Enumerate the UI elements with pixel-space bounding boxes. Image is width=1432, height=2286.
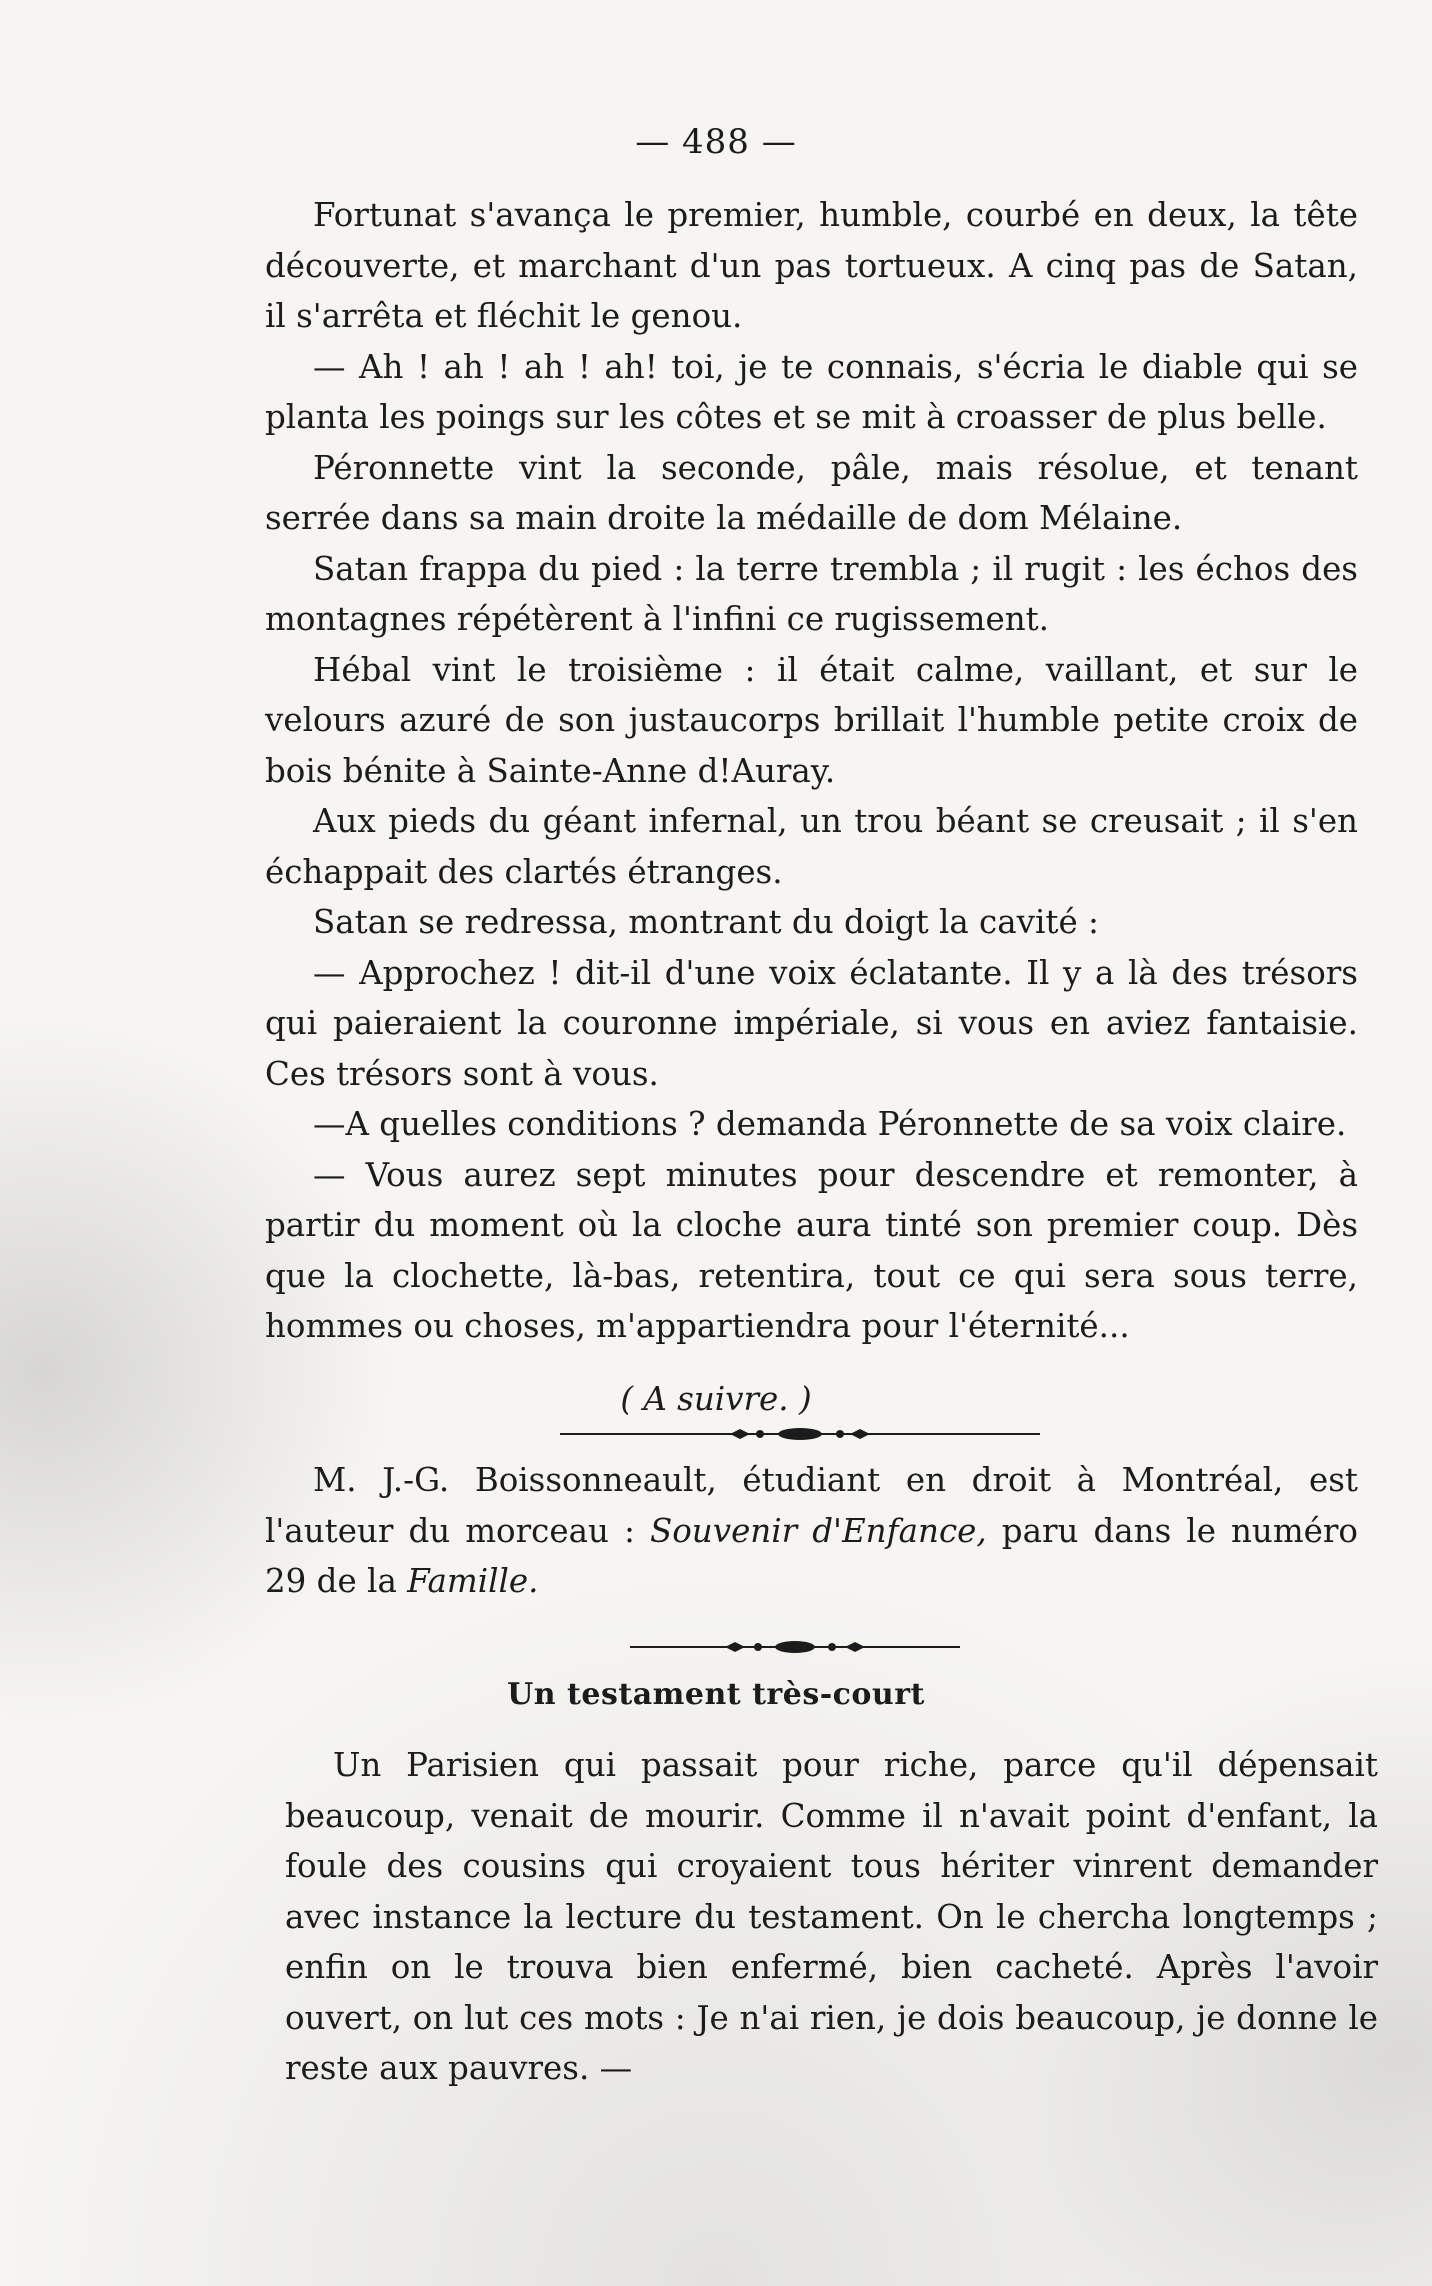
notice-text: paru dans le numéro 29 de la bbox=[265, 1511, 1358, 1600]
story-text bbox=[265, 190, 1358, 1352]
paragraph: Aux pieds du géant infernal, un trou béant se creusait ; il s'en échappait des clartés étranges. bbox=[265, 802, 1358, 891]
ornament-icon bbox=[630, 1636, 960, 1658]
paragraph: Fortunat s'avança le premier, humble, courbé en deux, la tête découverte, et marchant d'un pas tortueux. A cinq pas de Satan, il s'arrêta et fléchit le genou. bbox=[265, 196, 1358, 335]
paragraph: Un Parisien qui passait pour riche, parce qu'il dépensait beaucoup, venait de mourir. Comme il n'avait point d'enfant, la foule des cousins qui croyaient tous hériter vinrent demander avec instance la lecture du testament. On le chercha longtemps ; enfin on le trouva bien enfermé, bien cacheté. Après l'avoir ouvert, on lut ces mots : Je n'ai rien, je dois beaucoup, je donne le reste aux pauvres. — bbox=[285, 1746, 1378, 2087]
ornament-divider bbox=[560, 1423, 1040, 1445]
paragraph: — Ah ! ah ! ah ! ah! toi, je te connais, s'écria le diable qui se planta les poings sur les côtes et se mit à croasser de plus belle. bbox=[265, 347, 1358, 436]
paragraph: Hébal vint le troisième : il était calme, vaillant, et sur le velours azuré de son justaucorps brillait l'humble petite croix de bois bénite à Sainte-Anne d!Auray. bbox=[265, 650, 1358, 790]
paragraph: Péronnette vint la seconde, pâle, mais résolue, et tenant serrée dans sa main droite la médaille de dom Mélaine. bbox=[265, 448, 1358, 537]
ornament-icon bbox=[560, 1423, 1040, 1445]
ornament-divider bbox=[630, 1636, 960, 1658]
notice-paragraph bbox=[265, 1455, 1358, 1607]
paragraph: Satan se redressa, montrant du doigt la cavité : bbox=[313, 903, 1099, 941]
paragraph: —A quelles conditions ? demanda Péronnette de sa voix claire. bbox=[313, 1105, 1347, 1143]
paragraph: — Approchez ! dit-il d'une voix éclatante. Il y a là des trésors qui paieraient la couronne impériale, si vous en aviez fantaisie. Ces trésors sont à vous. bbox=[265, 953, 1358, 1093]
to-be-continued: ( A suivre. ) bbox=[620, 1380, 812, 1418]
section-heading: Un testament très-court bbox=[507, 1677, 925, 1712]
page-number: — 488 — bbox=[635, 122, 797, 162]
paragraph: — Vous aurez sept minutes pour descendre et remonter, à partir du moment où la cloche aura tinté son premier coup. Dès que la clochette, là-bas, retentira, tout ce qui sera sous terre, hommes ou choses, m'appartiendra pour l'éternité... bbox=[265, 1155, 1358, 1345]
notice-title: Souvenir d'Enfance, bbox=[649, 1511, 987, 1550]
notice-text: M. J.-G. Boissonneault, étudiant en droit à Montréal, est l'auteur du morceau : bbox=[265, 1461, 1358, 1550]
anecdote-text bbox=[285, 1740, 1378, 2094]
paragraph: Satan frappa du pied : la terre trembla ; il rugit : les échos des montagnes répétèrent à l'infini ce rugissement. bbox=[265, 549, 1358, 638]
notice-magazine: Famille. bbox=[407, 1562, 539, 1600]
notice bbox=[265, 1455, 1358, 1607]
